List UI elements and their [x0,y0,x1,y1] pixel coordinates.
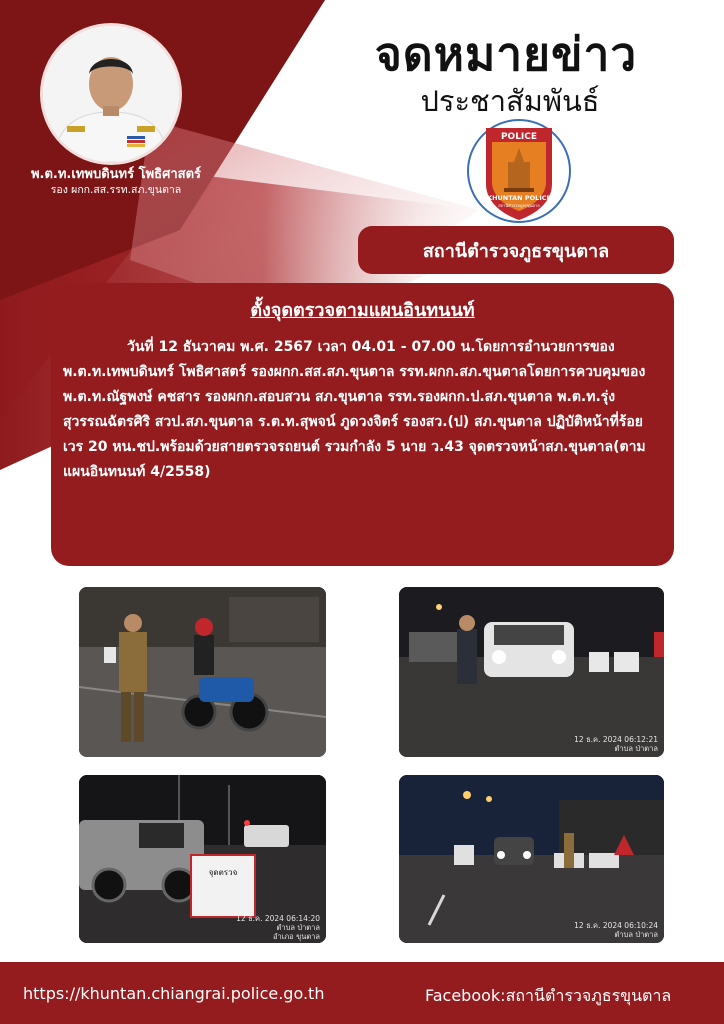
news-heading: ตั้งจุดตรวจตามแผนอินทนนท์ [250,300,475,321]
photo3-stamp-extra: อำเภอ ขุนตาล [272,932,320,941]
photo-night-road-image [399,775,664,943]
photo2-stamp-place: ตำบล ป่าตาล [614,744,658,753]
news-box [51,283,674,566]
police-logo [466,118,572,224]
station-label-text: สถานีตำรวจภูธรขุนตาล [422,240,610,262]
photo-motorcycle-check-image [79,587,326,757]
photo-car-checkpoint [399,587,664,757]
footer-website-link[interactable]: https://khuntan.chiangrai.police.go.th [23,984,325,1003]
photo-night-road [399,775,664,943]
logo-brand-text: KHUNTAN POLICE [487,194,551,202]
logo-top-text: POLICE [500,132,538,142]
news-body: วันที่ 12 ธันวาคม พ.ศ. 2567 เวลา 04.01 - 07.00 น.โดยการอำนวยการของพ.ต.ท.เทพบดินทร์ โพธิศาสตร์ รองผกก.สส.สภ.ขุนตาล รรท.ผกก.สภ.ขุนตาลโดยการควบคุมของพ.ต.ท.ณัฐพงษ์ คชสาร รองผกก.สอบสวน สภ.ขุนตาล รรท.รองผกก.ป.สภ.ขุนตาล พ.ต.ท.รุ่ง สุวรรณฉัตรศิริ สวป.สภ.ขุนตาล ร.ต.ท.สุพจน์ ภูดวงจิตร์ รองสว.(ป) สภ.ขุนตาล ปฏิบัติหน้าที่ร้อยเวร 20 หน.ชป.พร้อมด้วยสายตรวจรถยนต์ รวมกำลัง 5 นาย ว.43 จุดตรวจหน้าสภ.ขุนตาล(ตามแผนอินทนนท์ 4/2558) [63,339,646,480]
officer-role: รอง ผกก.สส.รรท.สภ.ขุนตาล [50,184,182,196]
checkpoint-sign-text: จุดตรวจ [208,868,238,877]
page-title: จดหมายข่าว [374,27,638,81]
station-label [358,226,674,274]
officer-portrait [43,26,179,162]
officer-portrait-frame [43,26,179,162]
photo-motorcycle-check [79,587,326,757]
photo3-stamp-place: ตำบล ป่าตาล [276,923,320,932]
photo4-stamp-date: 12 ธ.ค. 2024 06:10:24 [574,921,658,930]
photo-pickup-sign [79,775,326,943]
footer-bar [0,962,724,1024]
photo-car-checkpoint-image [399,587,664,757]
logo-small-text: สถานีตำรวจภูธรขุนตาล [498,203,540,208]
footer-facebook-link[interactable]: Facebook:สถานีตำรวจภูธรขุนตาล [425,986,672,1005]
photo4-stamp-place: ตำบล ป่าตาล [614,930,658,939]
page-subtitle: ประชาสัมพันธ์ [420,84,600,118]
officer-name: พ.ต.ท.เทพบดินทร์ โพธิศาสตร์ [30,167,202,182]
photo3-stamp-date: 12 ธ.ค. 2024 06:14:20 [236,914,320,923]
photo2-stamp-date: 12 ธ.ค. 2024 06:12:21 [574,735,658,744]
